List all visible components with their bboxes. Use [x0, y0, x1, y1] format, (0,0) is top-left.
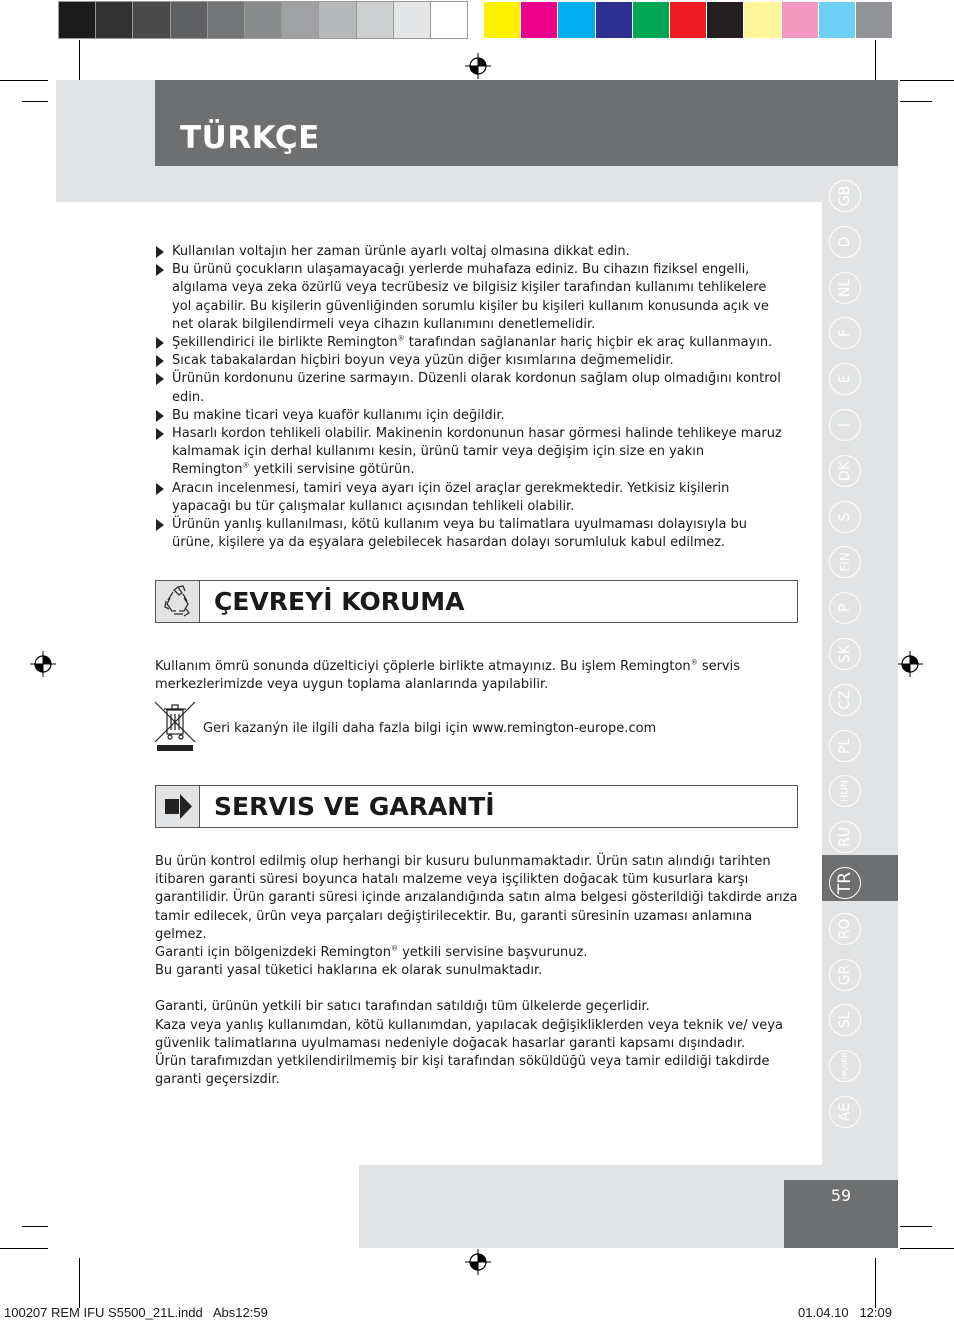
- language-tab-label: NL: [837, 278, 853, 297]
- grey-swatch: [171, 2, 207, 38]
- language-tab-label: GR: [837, 964, 853, 985]
- crop-mark: [900, 1226, 932, 1227]
- language-tab-nl[interactable]: [829, 272, 861, 304]
- language-tab-label: S: [837, 512, 853, 522]
- safety-bullet: Hasarlı kordon tehlikeli olabilir. Makinenin kordonunun hasar görmesi halinde tehlikeye maruz kalmamak için derhal kullanımı kesin, ürünü tamir veya değişim için size en yakın Remington® yetkili servisine götürün.: [155, 425, 785, 480]
- language-tab-cz[interactable]: [829, 684, 861, 716]
- weee-note: Geri kazanýn ile ilgili daha fazla bilgi için www.remington-europe.com: [203, 721, 657, 736]
- language-tab-gb[interactable]: [829, 180, 861, 212]
- environment-section-header: [155, 580, 798, 623]
- crop-mark: [900, 80, 954, 81]
- page-title: TÜRKÇE: [180, 120, 320, 156]
- safety-bullet: Bu makine ticari veya kuaför kullanımı için değildir.: [155, 407, 785, 425]
- service-title: SERVIS VE GARANTİ: [214, 792, 495, 821]
- environment-title: ÇEVREYİ KORUMA: [214, 587, 465, 616]
- color-swatch: [670, 2, 706, 38]
- registration-mark-icon: [30, 651, 56, 677]
- language-tab-label: SK: [837, 644, 853, 664]
- warranty-void: Ürün tarafımızdan yetkilendirilmemiş bir kişi tarafından söküldüğü veya tamir edildiği takdirde garanti geçersizdir.: [155, 1054, 770, 1088]
- safety-bullet: Aracın incelenmesi, tamiri veya ayarı için özel araçlar gerekmektedir. Yetkisiz kişilerin yapacağı bu tür çalışmalar kullanıcı açısından tehlikeli olabilir.: [155, 480, 785, 516]
- crop-mark: [22, 101, 48, 102]
- language-tab-ru[interactable]: [829, 821, 861, 853]
- grey-swatch: [357, 2, 393, 38]
- language-tab-label: CZ: [837, 690, 853, 710]
- spacer: [155, 980, 805, 998]
- crop-mark: [0, 1248, 48, 1249]
- arrow-icon-box: [156, 786, 200, 827]
- service-text: [155, 853, 805, 1089]
- language-tab-sk[interactable]: [829, 638, 861, 670]
- weee-bin-icon: [153, 700, 197, 752]
- warranty-countries: Garanti, ürünün yetkili bir satıcı tarafından satıldığı tüm ülkelerde geçerlidir.: [155, 999, 650, 1015]
- grey-swatch: [133, 2, 169, 38]
- language-tab-label: AE: [837, 1102, 853, 1122]
- color-swatch: [633, 2, 669, 38]
- language-tab-i[interactable]: [829, 409, 861, 441]
- grey-swatch: [282, 2, 318, 38]
- language-tab-tr[interactable]: [829, 867, 861, 899]
- color-swatch: [558, 2, 594, 38]
- color-swatch: [484, 2, 520, 38]
- grey-swatch: [96, 2, 132, 38]
- language-tab-label: RO: [837, 918, 853, 940]
- language-tab-label: E: [837, 374, 853, 384]
- safety-instructions-list: [155, 243, 785, 552]
- color-swatch: [596, 2, 632, 38]
- recycle-icon: [156, 581, 199, 622]
- language-tab-label: HUN: [839, 780, 851, 803]
- language-tab-ro[interactable]: [829, 913, 861, 945]
- color-swatch: [707, 2, 743, 38]
- recycle-icon-box: [156, 581, 200, 622]
- warranty-exclusions: Kaza veya yanlış kullanımdan, kötü kullanımdan, yapılacak değişikliklerden veya teknik ve/ veya güvenlik talimatlarına uyulmaması nedeniyle doğacak hasarlar garanti kapsamı dışındadır.: [155, 1017, 783, 1051]
- grey-swatch: [319, 2, 355, 38]
- language-tab-gr[interactable]: [829, 959, 861, 991]
- crop-mark: [22, 1226, 48, 1227]
- environment-paragraph: Kullanım ömrü sonunda düzelticiyi çöplerle birlikte atmayınız. Bu işlem Remington® servis merkezlerimizde veya uygun toplama alanlarında yapılabilir.: [155, 658, 741, 693]
- language-tab-pl[interactable]: [829, 730, 861, 762]
- page-number: 59: [830, 1186, 852, 1205]
- language-tab-label: P: [837, 603, 853, 613]
- safety-bullet: Ürünün yanlış kullanılması, kötü kullanım veya bu talimatlara uyulmaması dolayısıyla bu ürüne, kişilere ya da eşyalara gelebilecek hasardan dolayı sorumluluk kabul edilmez.: [155, 516, 785, 552]
- language-tab-p[interactable]: [829, 592, 861, 624]
- language-tab-label: DK: [837, 460, 853, 481]
- registration-mark-icon: [897, 651, 923, 677]
- language-tab-hr-srb[interactable]: [829, 1050, 861, 1082]
- color-swatch: [744, 2, 780, 38]
- safety-bullet: Kullanılan voltajın her zaman ürünle ayarlı voltaj olmasına dikkat edin.: [155, 243, 785, 261]
- crop-mark: [900, 1248, 954, 1249]
- warranty-paragraph: Bu ürün kontrol edilmiş olup herhangi bir kusuru bulunmamaktadır. Ürün satın alındığı tarihten itibaren garanti süresi boyunca hatalı malzeme veya işçilikten doğacak tüm kusurlara karşı garantilidir. Ürün garanti süresi içinde arızalandığında satın alma belgesi gösterildiği takdirde arıza tamir edilecek, ürün veya parçaları değiştirilecektir. Bu, garanti süresinin uzaması anlamına gelmez.: [155, 854, 798, 942]
- language-tab-label: SL: [837, 1012, 853, 1029]
- color-swatch: [819, 2, 855, 38]
- safety-bullet: Sıcak tabakalardan hiçbiri boyun veya yüzün diğer kısımlarına değmemelidir.: [155, 352, 785, 370]
- safety-bullet: Bu ürünü çocukların ulaşamayacağı yerlerde muhafaza ediniz. Bu cihazın fiziksel engelli, algılama veya zeka özürlü veya tecrübesiz ve bilgisiz kişiler tarafından kullanımı tehlikelere yol açabilir. Bu kişilerin güvenliğinden sorumlu kişiler bu kişileri kullanım konusunda açık ve net olarak bilgilendirmeli veya cihazın kullanımını denetlemelidir.: [155, 261, 785, 334]
- language-tab-label: I: [837, 422, 853, 428]
- language-tab-d[interactable]: [829, 226, 861, 258]
- language-tab-label: HR/SRB: [841, 1052, 849, 1080]
- print-slug-file: 100207 REM IFU S5500_21L.indd Abs12:59: [4, 1305, 268, 1320]
- language-tab-label: RU: [837, 827, 853, 848]
- crop-mark: [900, 101, 932, 102]
- crop-mark: [875, 1258, 876, 1308]
- grey-swatch: [59, 2, 95, 38]
- language-tab-dk[interactable]: [829, 455, 861, 487]
- safety-bullet: Şekillendirici ile birlikte Remington® tarafından sağlananlar hariç hiçbir ek araç kullanmayın.: [155, 334, 785, 352]
- registration-mark-icon: [465, 1249, 491, 1275]
- language-tab-s[interactable]: [829, 501, 861, 533]
- grey-swatch: [394, 2, 430, 38]
- crop-mark: [79, 1258, 80, 1308]
- safety-bullet: Ürünün kordonunu üzerine sarmayın. Düzenli olarak kordonun sağlam olup olmadığını kontrol edin.: [155, 370, 785, 406]
- print-slug-date: 01.04.10 12:09: [798, 1305, 892, 1320]
- language-tab-ae[interactable]: [829, 1096, 861, 1128]
- registration-mark-icon: [465, 53, 491, 79]
- color-swatch: [521, 2, 557, 38]
- arrow-right-icon: [156, 786, 199, 827]
- color-swatch: [856, 2, 892, 38]
- language-tab-label: GB: [837, 185, 853, 207]
- service-section-header: [155, 785, 798, 828]
- language-tab-label: D: [837, 236, 853, 248]
- grey-swatch: [208, 2, 244, 38]
- grey-swatch: [431, 2, 467, 38]
- language-tab-label: FIN: [838, 552, 852, 573]
- crop-mark: [0, 80, 48, 81]
- language-tab-label: F: [837, 329, 853, 338]
- language-tab-label: TR: [835, 871, 855, 895]
- grey-swatch: [245, 2, 281, 38]
- language-tab-e[interactable]: [829, 363, 861, 395]
- color-swatch: [782, 2, 818, 38]
- language-tab-label: PL: [837, 737, 853, 754]
- warranty-contact: Garanti için bölgenizdeki Remington® yetkili servisine başvurunuz.: [155, 944, 588, 961]
- warranty-legal: Bu garanti yasal tüketici haklarına ek olarak sunulmaktadır.: [155, 963, 543, 979]
